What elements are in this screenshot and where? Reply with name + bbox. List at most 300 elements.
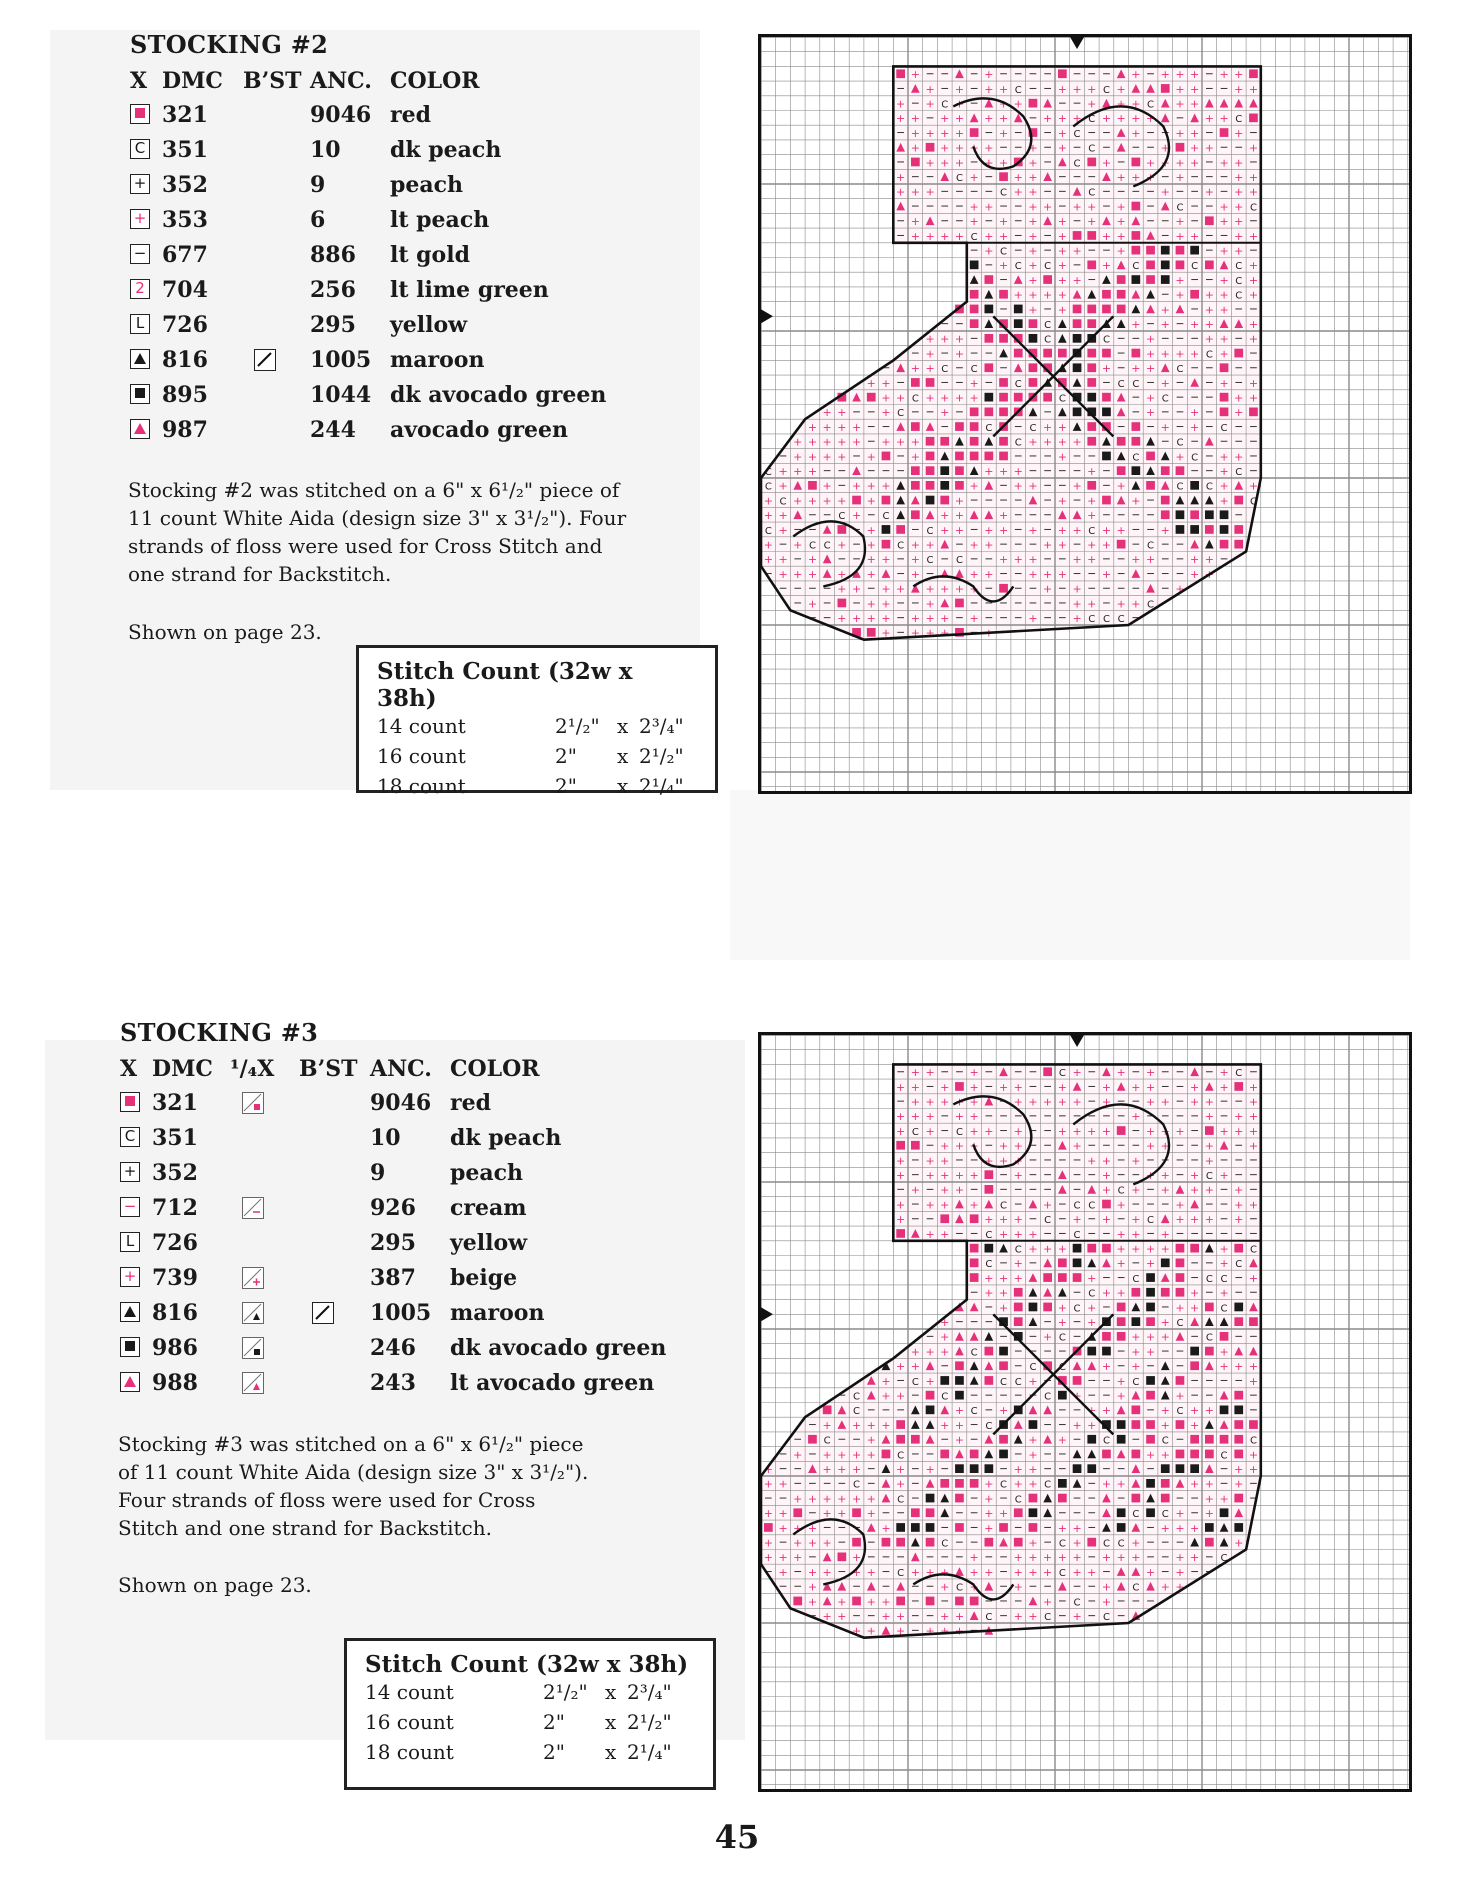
svg-text:+: + xyxy=(969,479,979,493)
dmc-number: 352 xyxy=(152,1160,198,1186)
svg-text:+: + xyxy=(1248,1124,1259,1138)
svg-text:+: + xyxy=(837,406,847,420)
svg-text:+: + xyxy=(793,567,803,581)
svg-text:+: + xyxy=(1028,1565,1038,1579)
svg-text:C: C xyxy=(1088,1288,1096,1300)
svg-text:+: + xyxy=(1028,612,1038,625)
header-anc: ANC. xyxy=(310,68,372,94)
stitch-count-label: 16 count xyxy=(377,744,466,768)
svg-text:C: C xyxy=(1132,452,1140,464)
svg-text:+: + xyxy=(1160,156,1170,170)
svg-text:C: C xyxy=(1220,1450,1228,1462)
svg-text:+: + xyxy=(910,1080,920,1094)
plus-symbol-icon: + xyxy=(130,174,150,194)
svg-text:+: + xyxy=(954,141,965,155)
svg-text:+: + xyxy=(1101,538,1112,552)
svg-text:+: + xyxy=(837,1595,847,1609)
svg-text:+: + xyxy=(1072,1418,1082,1432)
stitch-count-width: 2" xyxy=(543,1710,565,1734)
stocking-2-chart xyxy=(758,34,1412,794)
svg-text:+: + xyxy=(1101,1169,1112,1182)
svg-text:C: C xyxy=(1147,599,1155,611)
svg-text:+: + xyxy=(1131,1183,1141,1197)
svg-text:+: + xyxy=(1013,1580,1023,1594)
svg-text:C: C xyxy=(1014,1376,1022,1388)
key-row xyxy=(118,1123,718,1155)
dmc-number: 352 xyxy=(162,172,208,198)
svg-text:C: C xyxy=(985,1420,993,1432)
svg-text:+: + xyxy=(1219,303,1229,317)
svg-text:+: + xyxy=(1013,1551,1023,1565)
svg-text:C: C xyxy=(1205,1171,1213,1182)
svg-text:+: + xyxy=(954,494,965,508)
svg-text:+: + xyxy=(866,1492,876,1506)
svg-text:+: + xyxy=(1131,1227,1141,1241)
svg-text:+: + xyxy=(1116,523,1126,537)
svg-text:+: + xyxy=(940,1345,950,1359)
svg-text:C: C xyxy=(1058,393,1066,405)
svg-text:+: + xyxy=(1190,1551,1200,1565)
svg-text:+: + xyxy=(837,612,847,625)
svg-text:+: + xyxy=(1175,347,1185,361)
svg-text:C: C xyxy=(955,1582,963,1594)
svg-text:+: + xyxy=(1043,435,1053,449)
svg-text:+: + xyxy=(1219,450,1229,464)
stocking-3-key xyxy=(118,1018,738,1597)
stitch-count-by: x xyxy=(617,714,629,738)
svg-text:+: + xyxy=(1145,1066,1156,1080)
svg-text:+: + xyxy=(969,376,979,390)
dmc-number: 988 xyxy=(152,1370,198,1396)
svg-text:+: + xyxy=(940,626,950,640)
svg-text:+: + xyxy=(1190,347,1200,361)
svg-text:+: + xyxy=(1043,1095,1053,1109)
svg-text:+: + xyxy=(822,1463,832,1476)
svg-text:+: + xyxy=(969,1565,979,1579)
svg-text:+: + xyxy=(1145,1257,1156,1271)
black-square-symbol-icon xyxy=(130,384,150,404)
svg-text:+: + xyxy=(1072,82,1082,96)
svg-text:+: + xyxy=(984,1213,994,1227)
svg-text:C: C xyxy=(1147,1215,1155,1227)
svg-text:+: + xyxy=(1087,1154,1097,1168)
svg-text:+: + xyxy=(940,582,950,596)
color-name: dk avocado green xyxy=(390,382,607,408)
svg-text:+: + xyxy=(866,376,876,390)
svg-text:+: + xyxy=(910,435,920,449)
svg-text:+: + xyxy=(1116,1551,1126,1565)
svg-text:C: C xyxy=(1102,1538,1110,1550)
svg-text:+: + xyxy=(1028,1433,1038,1447)
svg-text:+: + xyxy=(1190,1301,1200,1315)
red-square-symbol-icon xyxy=(130,104,150,124)
anchor-number: 295 xyxy=(310,312,356,338)
shown-on-page: Shown on page 23. xyxy=(118,1573,312,1597)
svg-text:+: + xyxy=(1072,273,1082,287)
svg-text:+: + xyxy=(1248,259,1259,273)
svg-text:+: + xyxy=(1219,1345,1229,1359)
svg-text:+: + xyxy=(1160,347,1170,361)
header-color: COLOR xyxy=(390,68,480,94)
svg-text:+: + xyxy=(925,229,935,243)
svg-text:C: C xyxy=(970,1347,978,1359)
svg-text:+: + xyxy=(881,1595,891,1609)
svg-text:+: + xyxy=(925,1095,935,1109)
svg-text:+: + xyxy=(910,215,920,229)
svg-text:C: C xyxy=(1161,1435,1169,1447)
svg-text:+: + xyxy=(1219,273,1229,287)
svg-text:+: + xyxy=(807,1580,818,1594)
svg-text:+: + xyxy=(1160,1580,1170,1594)
svg-text:+: + xyxy=(778,567,788,581)
svg-text:+: + xyxy=(866,1565,876,1579)
svg-text:+: + xyxy=(1101,1404,1112,1418)
svg-text:+: + xyxy=(925,1345,935,1359)
svg-text:+: + xyxy=(1072,1213,1082,1227)
svg-text:+: + xyxy=(910,1565,920,1579)
svg-text:+: + xyxy=(837,1463,847,1476)
svg-text:+: + xyxy=(1013,479,1023,493)
svg-text:C: C xyxy=(955,173,963,184)
svg-text:+: + xyxy=(1160,1095,1170,1109)
svg-text:+: + xyxy=(1013,1565,1023,1579)
svg-text:+: + xyxy=(1204,553,1214,567)
svg-text:+: + xyxy=(1116,1389,1126,1403)
svg-text:+: + xyxy=(969,1124,979,1138)
svg-text:+: + xyxy=(1028,523,1038,537)
svg-text:+: + xyxy=(998,229,1009,243)
svg-text:C: C xyxy=(1117,378,1125,390)
svg-text:+: + xyxy=(1234,244,1244,258)
svg-text:+: + xyxy=(1204,141,1214,155)
svg-text:+: + xyxy=(969,612,979,625)
svg-text:+: + xyxy=(954,1404,965,1418)
svg-text:+: + xyxy=(1204,567,1214,581)
stocking-3-chart xyxy=(758,1032,1412,1792)
svg-text:C: C xyxy=(1161,1509,1169,1521)
svg-text:+: + xyxy=(969,582,979,596)
svg-text:C: C xyxy=(1176,481,1184,493)
svg-text:+: + xyxy=(940,1183,950,1197)
dmc-number: 704 xyxy=(162,277,208,303)
black-triangle-symbol-icon xyxy=(120,1302,140,1322)
svg-text:+: + xyxy=(1013,288,1023,302)
svg-text:+: + xyxy=(807,1565,818,1579)
svg-text:+: + xyxy=(969,215,979,229)
svg-text:+: + xyxy=(1057,259,1067,273)
instructions-paragraph: Stocking #2 was stitched on a 6" x 6¹/₂" piece of 11 count White Aida (design size 3" x 3¹/₂"). Four strands of floss were used for Cross Stitch and one strand for Backstitch. xyxy=(128,478,627,586)
svg-text:+: + xyxy=(1072,1536,1082,1550)
color-name: lt peach xyxy=(390,207,490,233)
svg-text:+: + xyxy=(1234,215,1244,229)
svg-text:+: + xyxy=(1219,68,1229,82)
anchor-number: 9 xyxy=(310,172,326,198)
c-symbol-icon: C xyxy=(130,139,150,159)
svg-text:+: + xyxy=(910,567,920,581)
svg-text:C: C xyxy=(1044,1215,1052,1227)
svg-text:C: C xyxy=(1058,1068,1066,1080)
svg-text:+: + xyxy=(940,1418,950,1432)
svg-text:+: + xyxy=(807,450,818,464)
svg-text:+: + xyxy=(1072,479,1082,493)
svg-text:+: + xyxy=(998,1213,1009,1227)
stitch-count-label: 14 count xyxy=(377,714,466,738)
svg-text:+: + xyxy=(763,1536,773,1550)
anchor-number: 256 xyxy=(310,277,356,303)
svg-text:+: + xyxy=(851,479,862,493)
svg-text:+: + xyxy=(1160,185,1170,199)
color-name: maroon xyxy=(390,347,485,373)
svg-text:+: + xyxy=(1219,244,1229,258)
svg-text:+: + xyxy=(1057,141,1067,155)
svg-text:+: + xyxy=(1160,1124,1170,1138)
svg-text:+: + xyxy=(1028,1477,1038,1491)
key-row xyxy=(118,1333,718,1365)
svg-text:+: + xyxy=(1248,1139,1259,1153)
svg-text:C: C xyxy=(941,1391,949,1403)
svg-text:+: + xyxy=(954,1624,965,1638)
svg-text:+: + xyxy=(1131,1213,1141,1227)
svg-text:+: + xyxy=(1087,538,1097,552)
quarter-stitch-icon xyxy=(242,1267,264,1289)
anchor-number: 9046 xyxy=(310,102,372,128)
svg-text:+: + xyxy=(1057,1095,1067,1109)
svg-text:C: C xyxy=(1132,1273,1140,1285)
svg-text:+: + xyxy=(1101,1360,1112,1374)
svg-text:+: + xyxy=(1204,332,1214,346)
svg-text:+: + xyxy=(1028,1551,1038,1565)
svg-text:+: + xyxy=(1116,1198,1126,1212)
stitch-count-row xyxy=(365,1710,695,1740)
svg-text:+: + xyxy=(837,538,847,552)
svg-text:+: + xyxy=(866,494,876,508)
svg-text:+: + xyxy=(1219,215,1229,229)
svg-text:+: + xyxy=(1145,391,1156,405)
svg-text:+: + xyxy=(1013,553,1023,567)
svg-text:+: + xyxy=(793,494,803,508)
svg-text:+: + xyxy=(940,509,950,523)
svg-text:+: + xyxy=(1057,112,1067,126)
svg-text:+: + xyxy=(1087,494,1097,508)
svg-text:+: + xyxy=(984,1521,994,1535)
svg-text:+: + xyxy=(793,538,803,552)
svg-text:+: + xyxy=(925,185,935,199)
anchor-number: 295 xyxy=(370,1230,416,1256)
svg-text:+: + xyxy=(1219,347,1229,361)
svg-text:+: + xyxy=(1072,1521,1082,1535)
svg-text:+: + xyxy=(1175,1198,1185,1212)
svg-text:+: + xyxy=(1160,523,1170,537)
svg-text:+: + xyxy=(984,1286,994,1300)
svg-text:+: + xyxy=(940,1139,950,1153)
svg-text:+: + xyxy=(1234,82,1244,96)
svg-text:C: C xyxy=(941,1538,949,1550)
svg-text:+: + xyxy=(954,112,965,126)
svg-text:+: + xyxy=(896,185,906,199)
svg-text:+: + xyxy=(793,450,803,464)
svg-text:+: + xyxy=(969,1110,979,1124)
stitch-count-label: 16 count xyxy=(365,1710,454,1734)
svg-text:C: C xyxy=(1235,275,1243,287)
svg-text:C: C xyxy=(1176,364,1184,376)
svg-text:+: + xyxy=(1145,1139,1156,1153)
svg-text:+: + xyxy=(925,1227,935,1241)
svg-text:+: + xyxy=(910,553,920,567)
svg-text:+: + xyxy=(969,1551,979,1565)
svg-text:+: + xyxy=(1087,1316,1097,1329)
svg-text:+: + xyxy=(1116,479,1126,493)
svg-text:+: + xyxy=(1190,567,1200,581)
svg-text:+: + xyxy=(998,156,1009,170)
key-row xyxy=(128,310,688,342)
svg-text:+: + xyxy=(1248,376,1259,390)
svg-text:+: + xyxy=(1145,1169,1156,1182)
svg-text:+: + xyxy=(1013,1257,1023,1271)
svg-text:C: C xyxy=(1014,1494,1022,1506)
color-name: beige xyxy=(450,1265,518,1291)
svg-text:C: C xyxy=(955,1126,963,1138)
svg-text:+: + xyxy=(1190,1521,1200,1535)
svg-text:+: + xyxy=(940,1330,950,1344)
svg-text:+: + xyxy=(866,597,876,611)
svg-text:+: + xyxy=(1057,567,1067,581)
svg-text:+: + xyxy=(1043,200,1053,214)
dmc-number: 351 xyxy=(152,1125,198,1151)
svg-text:+: + xyxy=(925,626,935,640)
svg-text:+: + xyxy=(1234,68,1244,82)
svg-text:+: + xyxy=(1219,156,1229,170)
svg-text:C: C xyxy=(1235,467,1243,478)
svg-text:C: C xyxy=(985,422,993,434)
svg-text:+: + xyxy=(1175,1213,1185,1227)
svg-text:+: + xyxy=(793,465,803,478)
svg-text:C: C xyxy=(970,1406,978,1418)
svg-text:C: C xyxy=(941,364,949,376)
svg-text:C: C xyxy=(1102,1435,1110,1447)
svg-text:+: + xyxy=(1087,1124,1097,1138)
svg-text:+: + xyxy=(851,435,862,449)
svg-text:+: + xyxy=(940,1624,950,1638)
svg-text:+: + xyxy=(1013,1271,1023,1285)
stitch-count-height: 2¹/₄" xyxy=(639,774,684,798)
svg-text:+: + xyxy=(1160,1330,1170,1344)
svg-text:+: + xyxy=(778,509,788,523)
svg-text:+: + xyxy=(822,420,832,434)
svg-text:+: + xyxy=(925,1169,935,1182)
svg-text:+: + xyxy=(1190,1095,1200,1109)
stitch-count-row xyxy=(377,774,697,804)
svg-text:+: + xyxy=(866,450,876,464)
svg-text:+: + xyxy=(1101,156,1112,170)
backstitch-icon xyxy=(254,349,276,371)
svg-text:+: + xyxy=(954,1169,965,1182)
svg-text:+: + xyxy=(940,126,950,140)
svg-text:+: + xyxy=(1028,1095,1038,1109)
stitch-count-width: 2" xyxy=(543,1740,565,1764)
svg-text:+: + xyxy=(910,450,920,464)
stitch-count-by: x xyxy=(617,744,629,768)
anchor-number: 9 xyxy=(370,1160,386,1186)
svg-text:+: + xyxy=(822,1492,832,1506)
svg-text:+: + xyxy=(925,1154,935,1168)
svg-text:+: + xyxy=(969,1066,979,1080)
svg-text:+: + xyxy=(940,1610,950,1623)
svg-text:C: C xyxy=(897,1567,905,1579)
svg-text:+: + xyxy=(807,1492,818,1506)
svg-text:+: + xyxy=(1013,185,1023,199)
svg-text:+: + xyxy=(1204,1154,1214,1168)
svg-text:+: + xyxy=(1116,97,1126,111)
svg-text:+: + xyxy=(1131,1080,1141,1094)
svg-text:+: + xyxy=(1131,112,1141,126)
svg-text:+: + xyxy=(940,1154,950,1168)
svg-text:+: + xyxy=(1072,1551,1082,1565)
svg-text:+: + xyxy=(1013,1477,1023,1491)
key-row xyxy=(128,380,688,412)
svg-text:C: C xyxy=(1073,1229,1081,1241)
svg-text:C: C xyxy=(1000,1200,1008,1212)
svg-text:+: + xyxy=(866,1507,876,1521)
svg-text:C: C xyxy=(1044,261,1052,273)
svg-text:+: + xyxy=(1101,523,1112,537)
svg-text:+: + xyxy=(1028,435,1038,449)
svg-text:+: + xyxy=(896,1124,906,1138)
svg-text:+: + xyxy=(954,82,965,96)
color-name: peach xyxy=(450,1160,524,1186)
svg-text:+: + xyxy=(881,435,891,449)
svg-text:C: C xyxy=(911,393,919,405)
svg-text:+: + xyxy=(1072,1095,1082,1109)
svg-text:+: + xyxy=(1131,1242,1141,1256)
svg-text:+: + xyxy=(807,465,818,478)
svg-text:+: + xyxy=(1087,97,1097,111)
svg-text:+: + xyxy=(984,523,994,537)
svg-text:+: + xyxy=(1013,1139,1023,1153)
svg-text:+: + xyxy=(778,1551,788,1565)
svg-text:+: + xyxy=(1219,1492,1229,1506)
svg-text:+: + xyxy=(925,362,935,376)
svg-text:+: + xyxy=(1234,406,1244,420)
svg-text:+: + xyxy=(1028,156,1038,170)
svg-text:+: + xyxy=(910,1345,920,1359)
svg-text:+: + xyxy=(910,1066,920,1080)
svg-text:+: + xyxy=(1190,406,1200,420)
dmc-number: 895 xyxy=(162,382,208,408)
stitch-count-box-2 xyxy=(356,645,718,798)
svg-text:+: + xyxy=(1204,1110,1214,1124)
svg-text:+: + xyxy=(1248,1110,1259,1124)
svg-text:+: + xyxy=(1190,68,1200,82)
svg-text:+: + xyxy=(896,1463,906,1476)
svg-text:+: + xyxy=(1190,1080,1200,1094)
svg-text:+: + xyxy=(940,1565,950,1579)
svg-text:+: + xyxy=(1057,215,1067,229)
stitch-count-width: 2" xyxy=(555,744,577,768)
key-row xyxy=(128,100,688,132)
svg-text:+: + xyxy=(866,1448,876,1462)
svg-text:+: + xyxy=(925,597,935,611)
svg-text:+: + xyxy=(1131,1154,1141,1168)
svg-text:+: + xyxy=(1204,318,1214,331)
svg-text:+: + xyxy=(1175,288,1185,302)
svg-text:+: + xyxy=(1190,229,1200,243)
svg-text:+: + xyxy=(1190,1169,1200,1182)
svg-text:+: + xyxy=(896,1213,906,1227)
svg-text:+: + xyxy=(1101,1080,1112,1094)
svg-text:+: + xyxy=(984,1477,994,1491)
color-name: lt lime green xyxy=(390,277,549,303)
svg-text:C: C xyxy=(1249,1244,1257,1256)
